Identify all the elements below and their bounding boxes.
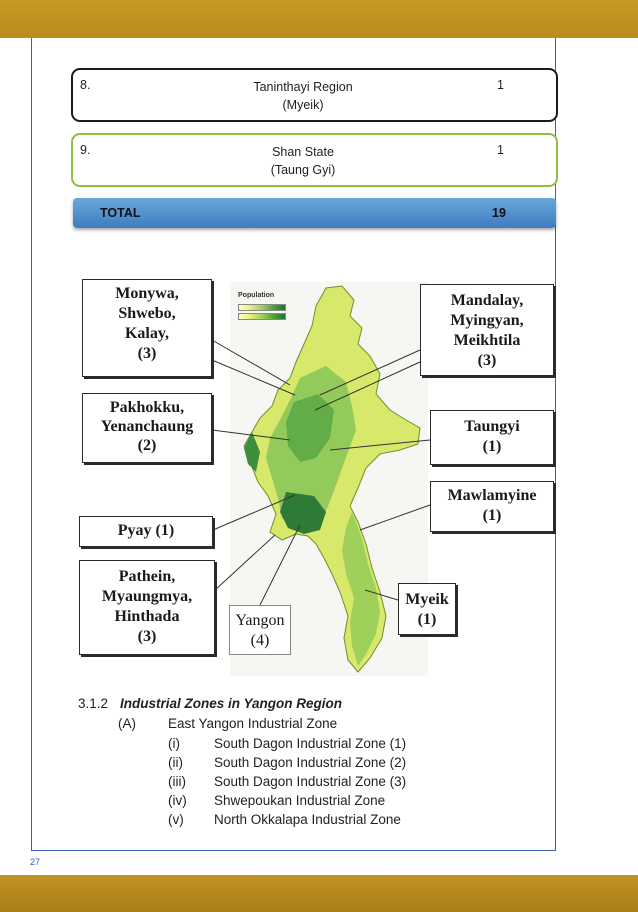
callout-line: (1)	[417, 611, 437, 628]
callout-line: Yenanchaung	[100, 418, 194, 435]
table-row-8	[71, 68, 558, 122]
legend-title: Population	[238, 292, 275, 299]
list-item: South Dagon Industrial Zone (3)	[214, 774, 407, 789]
callout-line: (3)	[477, 352, 497, 369]
list-item: Shwepoukan Industrial Zone	[214, 793, 386, 808]
callout-line: Hinthada	[114, 608, 180, 625]
section-number: 3.1.2	[78, 696, 109, 711]
list-item: South Dagon Industrial Zone (2)	[214, 755, 407, 770]
callout-mandalay	[420, 284, 554, 376]
region-name: Taninthayi Region	[253, 80, 353, 94]
row-count: 1	[497, 143, 504, 157]
list-item-number: (i)	[168, 736, 180, 751]
list-item-number: (iii)	[168, 774, 186, 789]
callout-line: Kalay,	[124, 325, 169, 342]
list-item: North Okkalapa Industrial Zone	[214, 812, 401, 827]
callout-line: Monywa,	[115, 285, 179, 302]
callout-line: (2)	[137, 437, 157, 454]
row-region	[223, 143, 383, 179]
page-number: 27	[30, 857, 41, 867]
row-number: 9.	[80, 143, 91, 157]
callout-line: Mandalay,	[450, 292, 524, 309]
callout-line: Pakhokku,	[109, 399, 185, 416]
table-row-9	[71, 133, 558, 187]
callout-taungyi	[430, 410, 554, 465]
callout-line: (3)	[137, 628, 157, 645]
row-count: 1	[497, 78, 504, 92]
callout-line: Pyay (1)	[117, 522, 175, 539]
callout-pathein	[79, 560, 215, 655]
total-value: 19	[492, 206, 506, 220]
callout-line: (1)	[482, 507, 502, 524]
subsection-label: (A)	[118, 716, 136, 731]
callout-line: (4)	[250, 632, 270, 649]
region-city: (Taung Gyi)	[270, 163, 336, 177]
callout-pyay	[79, 516, 213, 547]
region-city: (Myeik)	[282, 98, 324, 112]
list-item-number: (iv)	[168, 793, 187, 808]
legend-scale	[238, 304, 286, 311]
callout-line: Taungyi	[464, 418, 520, 435]
row-number: 8.	[80, 78, 91, 92]
callout-mawlamyine	[430, 481, 554, 532]
header-band	[0, 0, 638, 38]
list-item-number: (v)	[168, 812, 184, 827]
list-item-number: (ii)	[168, 755, 183, 770]
callout-line: Mawlamyine	[447, 487, 537, 504]
callout-line: (1)	[482, 438, 502, 455]
callout-line: (3)	[137, 345, 157, 362]
callout-line: Myingyan,	[450, 312, 524, 329]
callout-pakhokku	[82, 393, 212, 463]
callout-line: Yangon	[235, 612, 285, 629]
legend-scale	[238, 313, 286, 320]
callout-line: Myeik	[405, 591, 449, 608]
callout-line: Meikhtila	[453, 332, 521, 349]
row-region	[223, 78, 383, 114]
callout-yangon	[229, 605, 291, 655]
footer-band	[0, 875, 638, 912]
subsection-title: East Yangon Industrial Zone	[168, 716, 338, 731]
total-bar	[73, 198, 556, 228]
callout-monywa	[82, 279, 212, 377]
callout-line: Pathein,	[118, 568, 176, 585]
callout-line: Myaungmya,	[101, 588, 193, 605]
callout-myeik	[398, 583, 456, 635]
total-label: TOTAL	[100, 206, 141, 220]
list-item: South Dagon Industrial Zone (1)	[214, 736, 407, 751]
section-title: Industrial Zones in Yangon Region	[120, 696, 343, 711]
callout-line: Shwebo,	[118, 305, 176, 322]
region-name: Shan State	[272, 145, 334, 159]
